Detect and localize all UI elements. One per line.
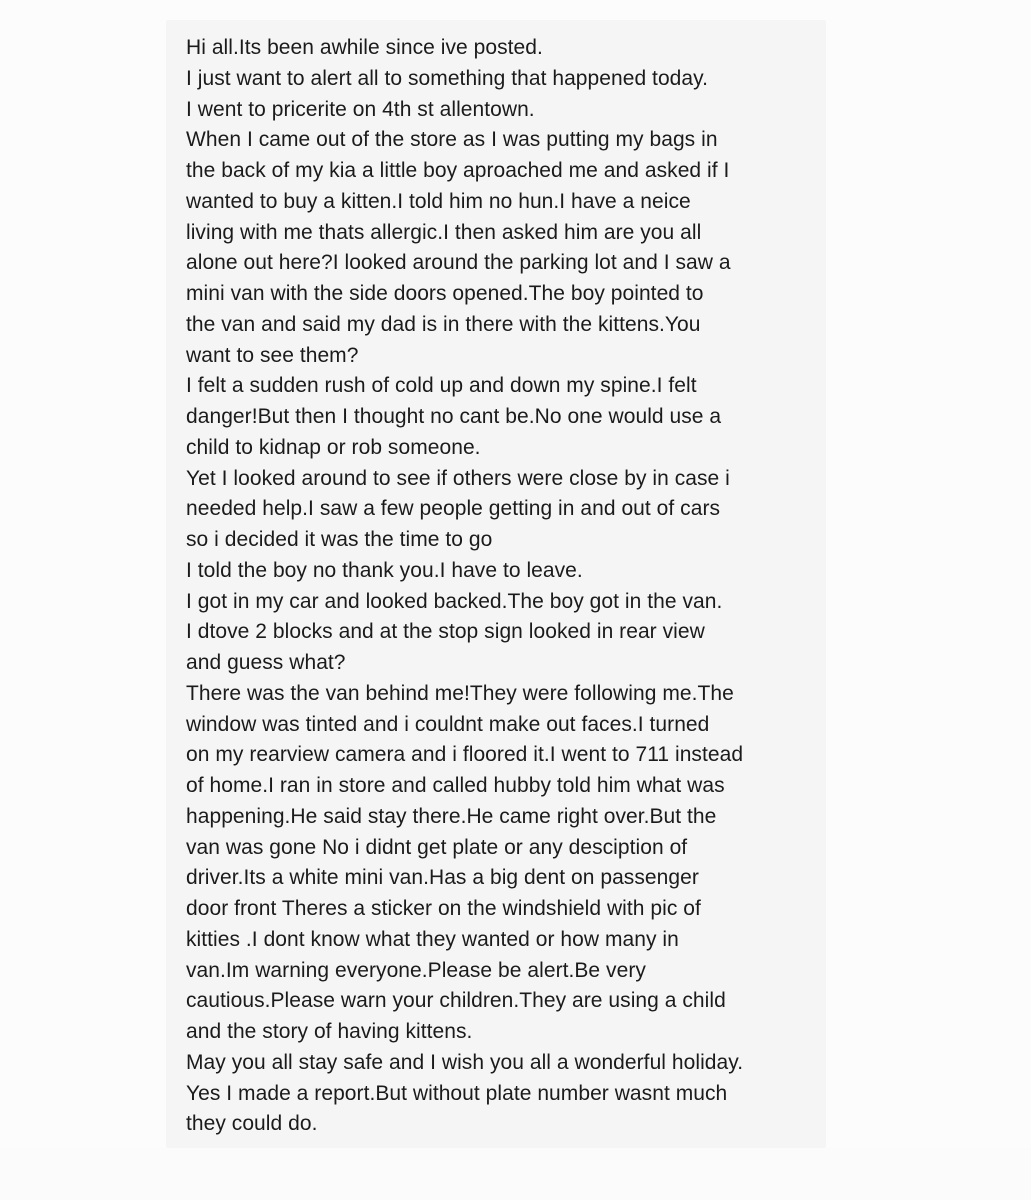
post-line-31: van.Im warning everyone.Please be alert.Be very (186, 958, 646, 982)
post-line-11: want to see them? (186, 343, 359, 367)
post-line-18: I told the boy no thank you.I have to leave. (186, 558, 583, 582)
post-line-5: the back of my kia a little boy aproached me and asked if I (186, 159, 730, 182)
post-line-2: I just want to alert all to something that happened today. (186, 66, 709, 90)
post-line-22: There was the van behind me!They were following me.The (186, 681, 734, 705)
post-line-8: alone out here?I looked around the parking lot and I saw a (186, 251, 731, 275)
post-line-26: happening.He said stay there.He came right over.But the (186, 804, 717, 828)
post-line-21: and guess what? (186, 651, 346, 674)
post-line-13: danger!But then I thought no cant be.No one would use a (186, 405, 722, 428)
post-line-14: child to kidnap or rob someone. (186, 435, 481, 459)
post-line-17: so i decided it was the time to go (186, 528, 493, 551)
post-line-32: cautious.Please warn your children.They are using a child (186, 989, 726, 1013)
post-line-10: the van and said my dad is in there with the kittens.You (186, 312, 701, 336)
post-line-20: I dtove 2 blocks and at the stop sign looked in rear view (186, 620, 705, 644)
post-line-27: van was gone No i didnt get plate or any desciption of (186, 835, 688, 859)
post-line-23: window was tinted and i couldnt make out faces.I turned (186, 712, 710, 736)
post-line-3: I went to pricerite on 4th st allentown. (186, 97, 535, 121)
post-line-29: door front Theres a sticker on the windshield with pic of (186, 897, 701, 920)
post-body (186, 33, 826, 1140)
post-line-6: wanted to buy a kitten.I told him no hun.I have a neice (186, 189, 691, 213)
post-line-34: May you all stay safe and I wish you all a wonderful holiday. (186, 1050, 744, 1074)
post-line-35: Yes I made a report.But without plate number wasnt much (186, 1081, 728, 1105)
post-line-24: on my rearview camera and i floored it.I went to 711 instead (186, 743, 744, 767)
post-line-19: I got in my car and looked backed.The boy got in the van. (186, 589, 723, 613)
post-line-12: I felt a sudden rush of cold up and down my spine.I felt (186, 374, 697, 398)
bottom-margin (0, 1148, 1031, 1200)
post-line-16: needed help.I saw a few people getting in and out of cars (186, 497, 721, 521)
post-line-15: Yet I looked around to see if others were close by in case i (186, 466, 730, 490)
post-line-36: they could do. (186, 1112, 318, 1136)
post-line-4: When I came out of the store as I was putting my bags in (186, 128, 718, 152)
post-line-1: Hi all.Its been awhile since ive posted. (186, 36, 543, 59)
post-line-25: of home.I ran in store and called hubby told him what was (186, 774, 725, 797)
post-line-7: living with me thats allergic.I then asked him are you all (186, 220, 702, 244)
post-line-30: kitties .I dont know what they wanted or how many in (186, 927, 679, 951)
post-line-33: and the story of having kittens. (186, 1020, 473, 1043)
post-line-9: mini van with the side doors opened.The boy pointed to (186, 282, 704, 305)
post-line-28: driver.Its a white mini van.Has a big dent on passenger (186, 866, 699, 890)
